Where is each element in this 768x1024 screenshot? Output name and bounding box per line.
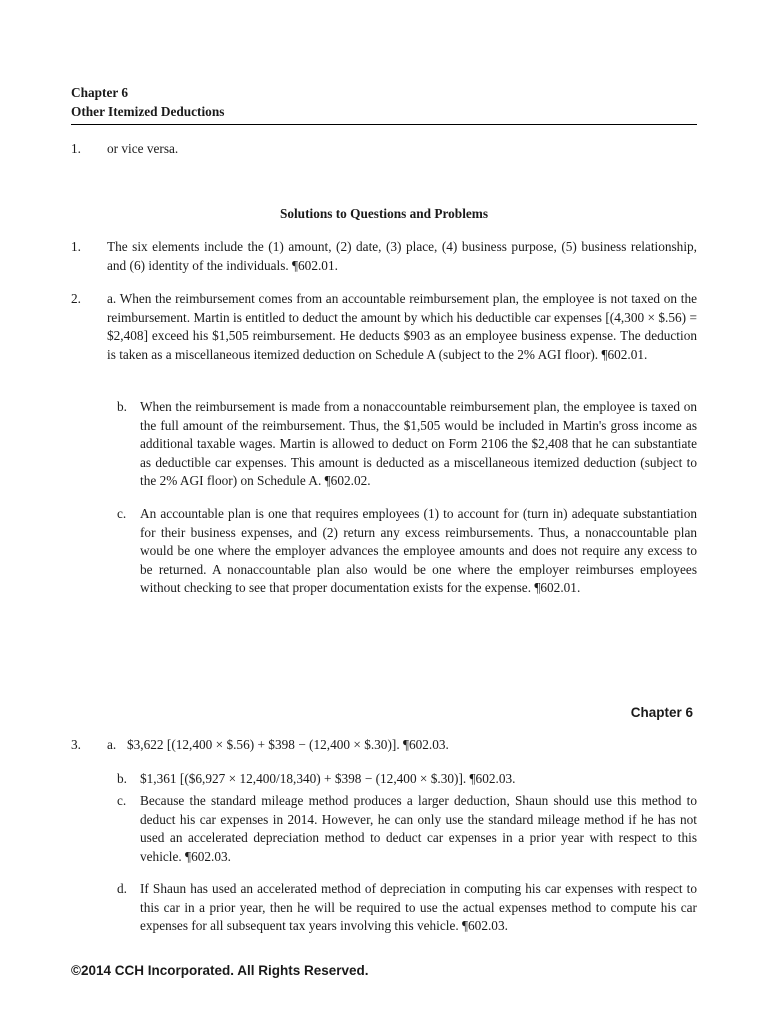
- q3-part-b: $1,361 [($6,927 × 12,400/18,340) + $398 − (12,400 × $.30)]. ¶602.03.: [140, 771, 516, 786]
- q3-c-label: c.: [117, 793, 127, 808]
- copyright-footer: ©2014 CCH Incorporated. All Rights Reserved.: [71, 963, 369, 978]
- header-rule: [71, 124, 697, 125]
- q3-part-d: If Shaun has used an accelerated method of depreciation in computing his car expenses with respect to this car in a prior year, then he will be required to use the actual expenses method to compute his car expenses for all subsequent tax years involving this vehicle. ¶602.03.: [140, 881, 697, 933]
- q2-part-b: When the reimbursement is made from a nonaccountable reimbursement plan, the employee is taxed on the full amount of the reimbursement. Thus, the $1,505 would be included in Martin's gross income as additional taxable wages. Martin is allowed to deduct on Form 2106 the $2,408 that he can substantiate as deductible car expenses. This amount is deducted as a miscellaneous itemized deduction (subject to the 2% AGI floor) on Schedule A. ¶602.02.: [140, 399, 697, 488]
- q2-number: 2.: [71, 291, 81, 306]
- page-running-header: Chapter 6: [630, 705, 693, 720]
- intro-text: or vice versa.: [107, 141, 179, 156]
- q2-c-label: c.: [117, 506, 127, 521]
- q1-number: 1.: [71, 239, 81, 254]
- chapter-label: Chapter 6: [71, 85, 129, 100]
- q3-b-label: b.: [117, 771, 127, 786]
- intro-number: 1.: [71, 141, 81, 156]
- q2-b-label: b.: [117, 399, 127, 414]
- section-heading: Solutions to Questions and Problems: [279, 206, 489, 221]
- q3-part-c: Because the standard mileage method produces a larger deduction, Shaun should use this method to deduct his car expenses in 2014. However, he can only use the standard mileage method if he has not used an accelerated depreciation method to deduct car expenses in a prior year with respect to this vehicle. ¶602.03.: [140, 793, 697, 864]
- q1-text: The six elements include the (1) amount, (2) date, (3) place, (4) business purpose, (5) business relationship, and (6) identity of the individuals. ¶602.01.: [107, 239, 697, 273]
- q2-part-a: a. When the reimbursement comes from an accountable reimbursement plan, the employee is not taxed on the reimbursement. Martin is entitled to deduct the amount by which his deductible car expenses [(4,300 × $.56) = $2,408] exceed his $1,505 reimbursement. He deducts $903 as an employee business expense. The deduction is taken as a miscellaneous itemized deduction on Schedule A (subject to the 2% AGI floor). ¶602.01.: [107, 291, 697, 362]
- q3-a-label: a.: [107, 737, 117, 752]
- q2-part-c: An accountable plan is one that requires employees (1) to account for (turn in) adequate substantiation for their business expenses, and (2) return any excess reimbursements. Thus, a nonaccountable plan would be one where the employer advances the employee amounts and does not require any excess to be returned. A nonaccountable plan also would be one where the employer reimburses employees without checking to see that proper documentation exists for the expense. ¶602.01.: [140, 506, 697, 595]
- q3-d-label: d.: [117, 881, 127, 896]
- q3-number: 3.: [71, 737, 81, 752]
- chapter-title: Other Itemized Deductions: [71, 104, 225, 119]
- q3-part-a: $3,622 [(12,400 × $.56) + $398 − (12,400 × $.30)]. ¶602.03.: [127, 737, 449, 752]
